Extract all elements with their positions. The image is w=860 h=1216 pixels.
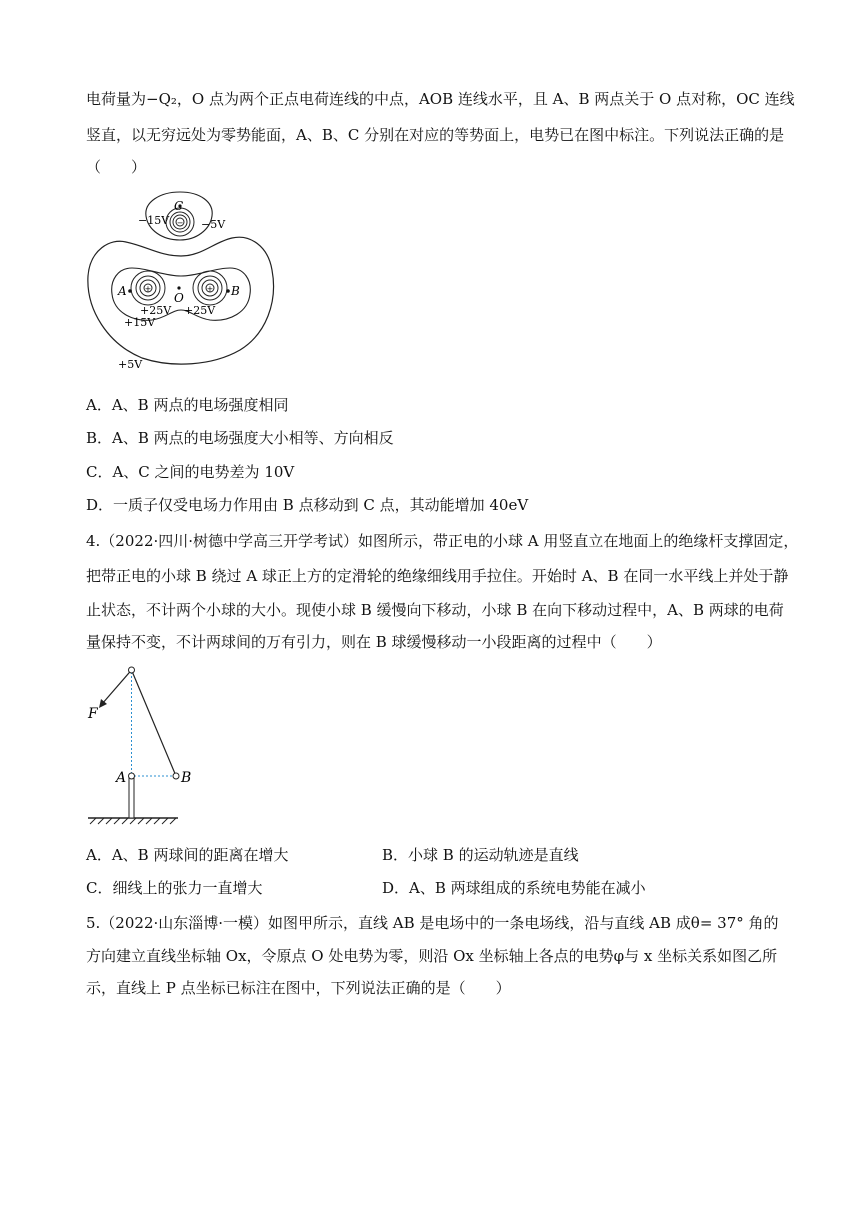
label-plus15: +15V [124, 316, 156, 329]
q3-line-3: （ ） [86, 158, 147, 176]
q4-option-d[interactable]: D．A、B 两球组成的系统电势能在减小 [382, 879, 646, 897]
q4-line-1: 4.（2022·四川·树德中学高三开学考试）如图所示，带正电的小球 A 用竖直立在地面上的绝缘杆支撑固定， [86, 532, 799, 550]
string-pull [102, 670, 132, 704]
q3-option-a[interactable]: A．A、B 两点的电场强度相同 [86, 396, 289, 414]
q4-option-c[interactable]: C．细线上的张力一直增大 [86, 879, 263, 897]
left-plus-sign: + [144, 284, 152, 294]
q5-line-3: 示，直线上 P 点坐标已标注在图中，下列说法正确的是（ ） [86, 979, 511, 997]
q4-option-a[interactable]: A．A、B 两球间的距离在增大 [86, 846, 289, 864]
pulley [129, 667, 135, 673]
ball-a [129, 773, 135, 779]
insulating-rod [129, 778, 134, 818]
q4-option-b[interactable]: B．小球 B 的运动轨迹是直线 [382, 846, 579, 864]
label-o: O [174, 291, 184, 305]
right-plus-sign: + [206, 284, 214, 294]
point-b [226, 289, 230, 293]
q3-option-c[interactable]: C．A、C 之间的电势差为 10V [86, 463, 295, 481]
q5-line-2: 方向建立直线坐标轴 Ox，令原点 O 处电势为零，则沿 Ox 坐标轴上各点的电势φ与 x 坐标关系如图乙所 [86, 947, 778, 965]
label-minus5: −5V [201, 218, 226, 231]
label-c: C [174, 199, 184, 213]
equipotential-figure [86, 188, 276, 370]
label-a: A [118, 284, 127, 298]
point-a [128, 289, 132, 293]
top-minus-sign: − [176, 218, 184, 228]
label-minus15: −15V [138, 214, 170, 227]
q3-option-b[interactable]: B．A、B 两点的电场强度大小相等、方向相反 [86, 429, 394, 447]
q5-line-1: 5.（2022·山东淄博·一模）如图甲所示，直线 AB 是电场中的一条电场线，沿与直线 AB 成θ= 37° 角的 [86, 914, 779, 932]
q3-option-d[interactable]: D．一质子仅受电场力作用由 B 点移动到 C 点，其动能增加 40eV [86, 496, 529, 514]
label-force-f: F [88, 706, 98, 722]
pulley-figure [86, 662, 208, 830]
q4-line-2: 把带正电的小球 B 绕过 A 球正上方的定滑轮的绝缘细线用手拉住。开始时 A、B 在同一水平线上并处于静 [86, 567, 789, 585]
ball-b [173, 773, 179, 779]
q3-line-2: 竖直，以无穷远处为零势能面，A、B、C 分别在对应的等势面上，电势已在图中标注。下列说法正确的是 [86, 126, 785, 144]
label-plus25-right: +25V [184, 304, 216, 317]
label-plus25-left: +25V [140, 304, 172, 317]
q3-line-1: 电荷量为−Q₂，O 点为两个正点电荷连线的中点，AOB 连线水平，且 A、B 两点关于 O 点对称，OC 连线 [86, 90, 795, 108]
label-b: B [231, 284, 240, 298]
point-o [177, 286, 180, 289]
label-plus5: +5V [118, 358, 143, 370]
label-ball-a: A [116, 770, 127, 786]
q4-line-3: 止状态，不计两个小球的大小。现使小球 B 缓慢向下移动，小球 B 在向下移动过程中，A、B 两球的电荷 [86, 601, 784, 619]
q4-line-4: 量保持不变，不计两球间的万有引力，则在 B 球缓慢移动一小段距离的过程中（ ） [86, 633, 662, 651]
string-to-b [132, 670, 177, 776]
ground-hatch [90, 818, 176, 824]
label-ball-b: B [181, 770, 192, 786]
